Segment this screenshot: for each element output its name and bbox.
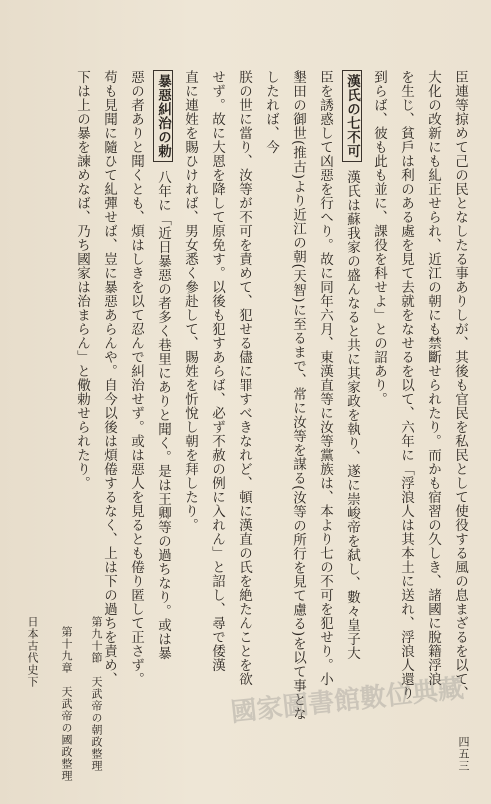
text-column: 惡の者ありと聞くとも、煩はしきを以て忍んで糾治せず。或は惡人を見るとも倦り匿して正さず。 [128,70,144,686]
text-column: を生じ、貧戶は利のある處を見て去就をなせるを以て、六年に「浮浪人は其本土に送れ、浮浪人還り [398,70,414,700]
text-column: 下は上の暴を諫めなば、乃ち國家は治まらん」と儆勅せられたり。 [74,70,90,490]
text-column: 臣を誘惑して凶惡を行へり。故に同年六月、東漢直等に汝等黨族は、本より七の不可を犯せり。小 [317,70,333,686]
text-column: 苟も見聞に隨ひて糺彈せば、豈に暴惡あらんや。自今以後は煩倦するなく、上は下の過ちを責め、 [101,70,117,686]
text-column: 大化の改新にも糺正せられ、近江の朝にも禁斷せられたり。而かも宿習の久しき、諸國に脫籍浮浪 [425,70,441,686]
text-column: 暴惡糾治の勅八年に「近日暴惡の者多く巷里にありと聞く。是は王卿等の過ちなり。或は暴 [149,70,176,730]
library-watermark: 國家圖書館數位典藏 [229,673,466,729]
text-column: せず。故に大恩を降して原免す。以後も犯すあらば、必ず不赦の例に入れん」と詔し、尋で倭漢 [209,70,225,672]
text-column: 到らば、彼も此も並に、課役を科せよ」との詔あり。 [371,70,387,406]
text-column: 朕の世に當り、汝等が不可を責めて、犯せる儘に罪すべきなれど、頓に漢直の氏を絶たんことを欲 [236,70,252,686]
section-title: 第九十節 天武帝の朝政整理 [90,616,103,772]
book-title: 日本古代史下 [26,616,39,688]
chapter-title: 第十九章 天武帝の國政整理 [60,626,73,782]
text-column: 漢氏の七不可漢氏は蘇我家の盛んなると共に其家政を執り、遂に崇峻帝を弑し、數々皇子大 [338,70,365,730]
body-text [13,70,473,730]
text-column: 墾田の御世(推古)より近江の朝(天智)に至るまで、常に汝等を謀る(汝等の所行を見て慮る)を以て事となしたれば、今 [263,70,306,721]
text-column: 臣連等掠めて己の民となしたる事ありしが、其後も官民を私民として使役する風の息まざるを以て、 [452,70,468,700]
section-heading: 暴惡糾治の勅 [153,70,173,162]
section-heading: 漢氏の七不可 [342,70,362,162]
text-column: 直に連姓を賜ひければ、男女悉く參赴して、賜姓を忻悅し朝を拜したり。 [182,70,198,532]
page-number: 四五三 [457,736,470,772]
